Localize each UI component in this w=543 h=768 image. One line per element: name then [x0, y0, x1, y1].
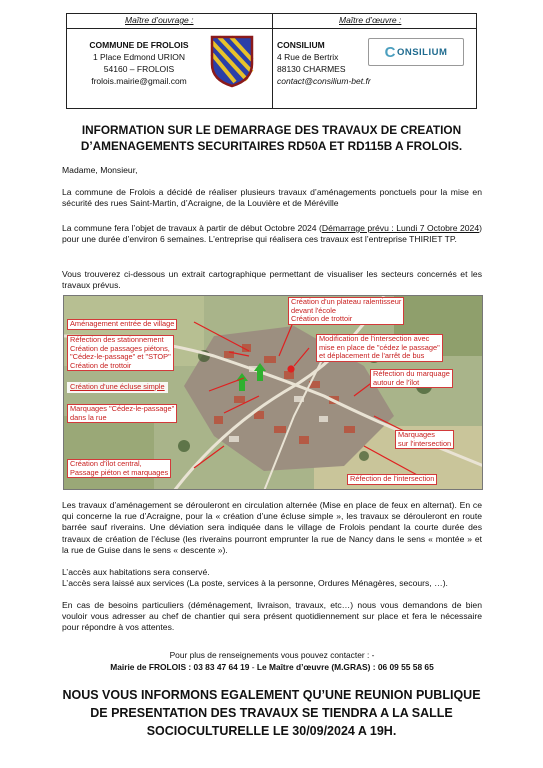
architect-caption: Maître d’œuvre : [339, 15, 402, 25]
map-label-intersection-refection: Réfection de l'intersection [347, 474, 437, 485]
contact-moe: Le Maître d’œuvre (M.GRAS) : 06 09 55 58 65 [256, 662, 434, 672]
start-date: Démarrage prévu : Lundi 7 Octobre 2024 [321, 223, 480, 233]
logo-text: ONSILIUM [396, 46, 448, 58]
owner-name: COMMUNE DE FROLOIS [89, 40, 189, 50]
consilium-logo [368, 38, 464, 66]
announcement-line-1: NOUS VOUS INFORMONS EGALEMENT QU’UNE REUNION PUBLIQUE [62, 688, 481, 702]
architect-name: CONSILIUM [277, 40, 325, 50]
map-label-intersection-markings: Marquages sur l'intersection [395, 430, 454, 449]
architect-address-1: 4 Rue de Bertrix [277, 52, 339, 62]
public-meeting-announcement [40, 686, 503, 740]
paragraph-3: Vous trouverez ci-dessous un extrait cartographique permettant de visualiser les secteurs concernés et les travaux prévus. [62, 269, 482, 291]
owner-block [75, 39, 203, 87]
header-table [66, 13, 477, 109]
header-caption-line [67, 28, 476, 29]
logo-letter: C [384, 43, 396, 61]
map-label-parking-refection: Réfection des stationnement Création de passages piétons, "Cédez-le-passage" et "STOP" Création de trottoir [67, 335, 174, 371]
map-label-intersection-modification: Modification de l'intersection avec mise en place de "cédez le passage" et déplacement de l'arrêt de bus [316, 334, 443, 362]
owner-address-2: 54160 – FROLOIS [103, 64, 175, 74]
architect-email: contact@consilium-bet.fr [277, 76, 371, 86]
paragraph-2-end: ) pour une durée d’environ 6 semaines. L’entreprise qui réalisera ces travaux est l’entreprise THIRIET TP. [62, 223, 482, 245]
map-label-island-marking: Réfection du marquage autour de l'îlot [370, 369, 453, 388]
title-line-1: INFORMATION SUR LE DEMARRAGE DES TRAVAUX DE CREATION [81, 123, 462, 137]
greeting: Madame, Monsieur, [62, 165, 138, 175]
owner-caption: Maître d’ouvrage : [125, 15, 194, 25]
map-label-central-island: Création d'îlot central, Passage piéton et marquages [67, 459, 171, 478]
document-title [66, 122, 477, 154]
map-label-village-entrance: Aménagement entrée de village [67, 319, 177, 330]
owner-address-1: 1 Place Edmond URION [92, 52, 186, 62]
contact-intro: Pour plus de renseignements vous pouvez contacter : - [169, 650, 375, 660]
contact-separator: - [249, 662, 257, 672]
paragraph-6: L’accès sera laissé aux services (La poste, services à la personne, Ordures Ménagères, secours, …). [62, 578, 448, 588]
contact-mairie: Mairie de FROLOIS : 03 83 47 64 19 [110, 662, 250, 672]
announcement-line-3: SOCIOCULTURELLE LE 30/09/2024 A 19H. [146, 724, 397, 738]
paragraph-4: Les travaux d’aménagement se dérouleront en circulation alternée (Mise en place de feux en alternat). En ce qui concerne la rue d’Acraigne, pour la « création d’une écluse simple », les travaux se dérouleront en route barrée sauf riverains. Une déviation sera indiquée dans le village de Frolois pendant la courte durée des travaux de création de l’écluse (les riverains pourront emprunter la rue de Nancy dans le sens « montée » et la rue de Guise dans le sens « descente »). [62, 500, 482, 555]
paragraph-5: L’accès aux habitations sera conservé. [62, 567, 210, 577]
map-label-yield-markings: Marquages "Cédez-le-passage" dans la rue [67, 404, 177, 423]
announcement-line-2: DE PRESENTATION DES TRAVAUX SE TIENDRA A LA SALLE [90, 706, 453, 720]
map-label-speed-plateau: Création d'un plateau ralentisseur devant l'école Création de trottoir [288, 297, 404, 325]
map-label-chicane: Création d'une écluse simple [67, 382, 168, 393]
title-line-2: D’AMENAGEMENTS SECURITAIRES RD50A ET RD115B A FROLOIS. [80, 139, 463, 153]
paragraph-7: En cas de besoins particuliers (déménagement, livraison, travaux, etc…) nous vous demandons de bien vouloir vous adresser au chef de chantier qui sera présent quotidiennement sur place et fera le nécessaire pour répondre à vos attentes. [62, 600, 482, 633]
works-map [63, 295, 483, 490]
coat-of-arms-icon [209, 34, 255, 88]
paragraph-2 [62, 223, 482, 245]
paragraph-2-start: La commune fera l’objet de travaux à partir de début Octobre 2024 ( [62, 223, 322, 233]
architect-address-2: 88130 CHARMES [277, 64, 346, 74]
paragraph-1: La commune de Frolois a décidé de réaliser plusieurs travaux d’aménagements ponctuels pour la mise en sécurité des rues Saint-Martin, d’Acraigne, de la Louvière et de Méréville [62, 187, 482, 209]
contact-block [62, 649, 482, 673]
owner-email: frolois.mairie@gmail.com [91, 76, 187, 86]
